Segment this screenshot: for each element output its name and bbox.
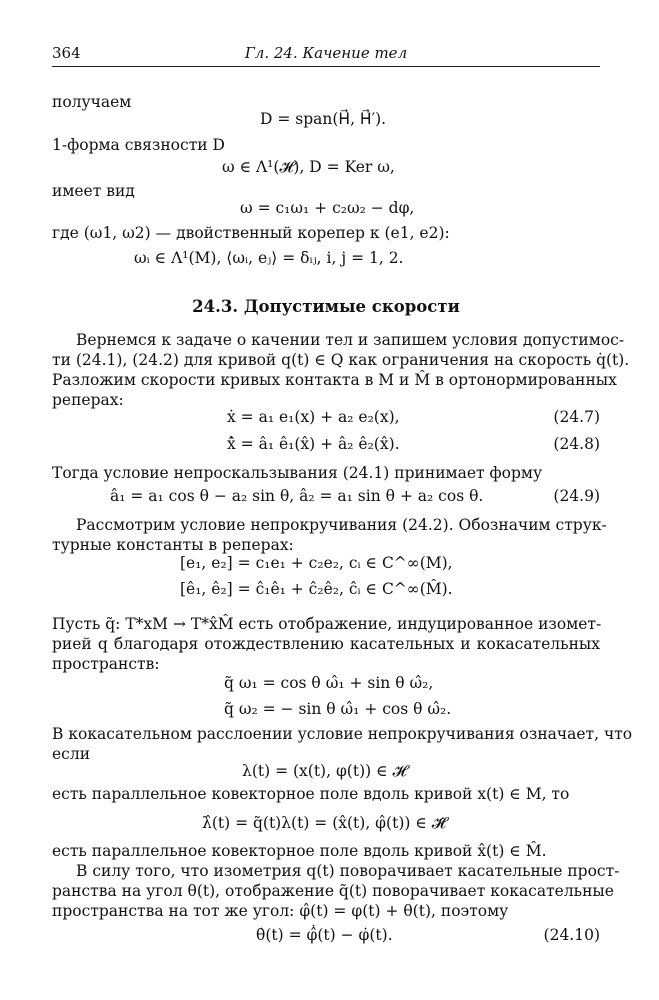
text-line: ти (24.1), (24.2) для кривой q(t) ∈ Q как ограничения на скорость q̇(t).: [52, 351, 630, 369]
text-line: Рассмотрим условие непрокручивания (24.2). Обозначим струк-: [76, 516, 607, 534]
page-number: 364: [52, 44, 81, 62]
equation-number: (24.8): [553, 435, 600, 453]
text-line: пространства на тот же угол: φ̂(t) = φ(t) + θ(t), поэтому: [52, 902, 509, 920]
equation-24-7: ẋ = a₁ e₁(x) + a₂ e₂(x),: [227, 408, 400, 426]
page-header: [52, 44, 600, 67]
text-line: рией q благодаря отождествлению касательных и кокасательных: [52, 635, 600, 653]
equation-structure-2: [ê₁, ê₂] = ĉ₁ê₁ + ĉ₂ê₂, ĉᵢ ∈ C^∞(M̂).: [180, 580, 453, 598]
equation-24-9: â₁ = a₁ cos θ − a₂ sin θ, â₂ = a₁ sin θ + a₂ cos θ.: [110, 487, 484, 505]
text-line: пространств:: [52, 655, 160, 673]
equation-number: (24.7): [553, 408, 600, 426]
text-line: есть параллельное ковекторное поле вдоль кривой x(t) ∈ M, то: [52, 785, 570, 803]
text-line: имеет вид: [52, 182, 135, 200]
text-line: где (ω1, ω2) — двойственный корепер к (e1, e2):: [52, 224, 450, 242]
equation-omega-form: ω = c₁ω₁ + c₂ω₂ − dφ,: [240, 199, 415, 217]
text-line: реперах:: [52, 391, 124, 409]
text-line: Разложим скорости кривых контакта в M и M̂ в ортонормированных: [52, 371, 617, 389]
equation-structure-1: [e₁, e₂] = c₁e₁ + c₂e₂, cᵢ ∈ C^∞(M),: [180, 554, 453, 572]
equation-q-omega-1: q̃ ω₁ = cos θ ω̂₁ + sin θ ω̂₂,: [224, 674, 434, 692]
running-title: Гл. 24. Качение тел: [244, 44, 408, 62]
text-line: В силу того, что изометрия q(t) поворачивает касательные прост-: [76, 862, 620, 880]
text-line: получаем: [52, 93, 132, 111]
text-line: Вернемся к задаче о качении тел и запишем условия допустимос-: [76, 331, 625, 349]
text-line: если: [52, 745, 91, 763]
equation-24-8: x̂̇ = â₁ ê₁(x̂) + â₂ ê₂(x̂).: [227, 435, 400, 453]
text-line: Тогда условие непроскальзывания (24.1) принимает форму: [52, 464, 543, 482]
text-line: ранства на угол θ(t), отображение q̃(t) поворачивает кокасательные: [52, 882, 614, 900]
text-line: В кокасательном расслоении условие непрокручивания означает, что: [52, 725, 633, 743]
equation-number: (24.10): [543, 926, 600, 944]
book-page: [52, 0, 633, 1000]
equation-lambda-hat: λ̂(t) = q̃(t)λ(t) = (x̂(t), φ̂(t)) ∈ 𝓗̂: [202, 814, 446, 832]
text-line: Пусть q̃: T*xM → T*x̂M̂ есть отображение, индуцированное изомет-: [52, 615, 602, 633]
equation-span: D = span(H⃗, H⃗′).: [260, 110, 387, 128]
equation-omega-i: ωᵢ ∈ Λ¹(M), ⟨ωᵢ, eⱼ⟩ = δᵢⱼ, i, j = 1, 2.: [134, 249, 404, 267]
text-line: турные константы в реперах:: [52, 536, 294, 554]
equation-q-omega-2: q̃ ω₂ = − sin θ ω̂₁ + cos θ ω̂₂.: [224, 700, 452, 718]
equation-number: (24.9): [553, 487, 600, 505]
text-line: есть параллельное ковекторное поле вдоль кривой x̂(t) ∈ M̂.: [52, 842, 547, 860]
section-heading: 24.3. Допустимые скорости: [192, 297, 460, 316]
equation-24-10: θ̇(t) = φ̂̇(t) − φ̇(t).: [256, 926, 393, 944]
equation-omega-def: ω ∈ Λ¹(𝓗), D = Ker ω,: [222, 158, 395, 176]
text-line: 1-форма связности D: [52, 136, 225, 154]
equation-lambda: λ(t) = (x(t), φ(t)) ∈ 𝓗: [242, 762, 407, 780]
